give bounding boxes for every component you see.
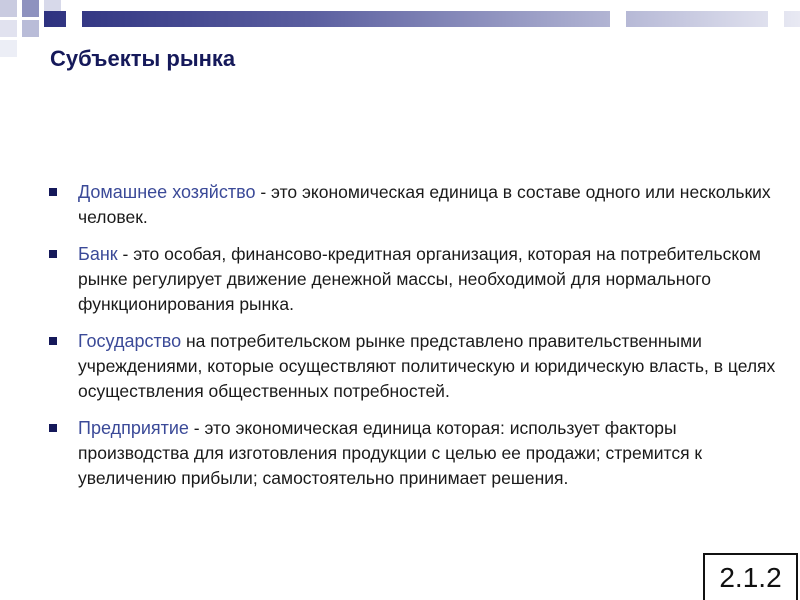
- square-bullet-icon: [49, 337, 57, 345]
- header-gradient-bar: [44, 11, 800, 27]
- term-enterprise: Предприятие: [78, 418, 189, 438]
- definition-text: на потребительском рынке представлено правительственными учреждениями, которые осуществляют политическую и юридическую власть, в целях осуществления общественных потребностей.: [78, 331, 776, 401]
- square-bullet-icon: [49, 188, 57, 196]
- square-bullet-icon: [49, 424, 57, 432]
- term-bank: Банк: [78, 244, 118, 264]
- list-item: [48, 329, 788, 404]
- decorative-square: [22, 0, 39, 17]
- list-item: [48, 242, 788, 317]
- term-household: Домашнее хозяйство: [78, 182, 256, 202]
- slide-title: Субъекты рынка: [50, 46, 236, 71]
- list-item: [48, 416, 788, 491]
- definition-text: - это особая, финансово-кредитная организация, которая на потребительском рынке регулирует движение денежной массы, необходимой для нормального функционирования рынка.: [78, 244, 761, 314]
- decorative-square: [22, 20, 39, 37]
- square-bullet-icon: [49, 250, 57, 258]
- list-item: [48, 180, 788, 230]
- bar-gap-square: [610, 11, 626, 27]
- bullet-list: [48, 180, 788, 503]
- decorative-square: [0, 20, 17, 37]
- decorative-square: [0, 40, 17, 57]
- slide-number: 2.1.2: [703, 553, 798, 600]
- term-state: Государство: [78, 331, 182, 351]
- bar-gap-square: [768, 11, 784, 27]
- decorative-square: [0, 0, 17, 17]
- definition-text: - это экономическая единица которая: использует факторы производства для изготовления продукции с целью ее продажи; стремится к увеличению прибыли; самостоятельно принимает решения.: [78, 418, 703, 488]
- definition-text: - это экономическая единица в составе одного или нескольких человек.: [78, 182, 771, 227]
- bar-gap-square: [66, 11, 82, 27]
